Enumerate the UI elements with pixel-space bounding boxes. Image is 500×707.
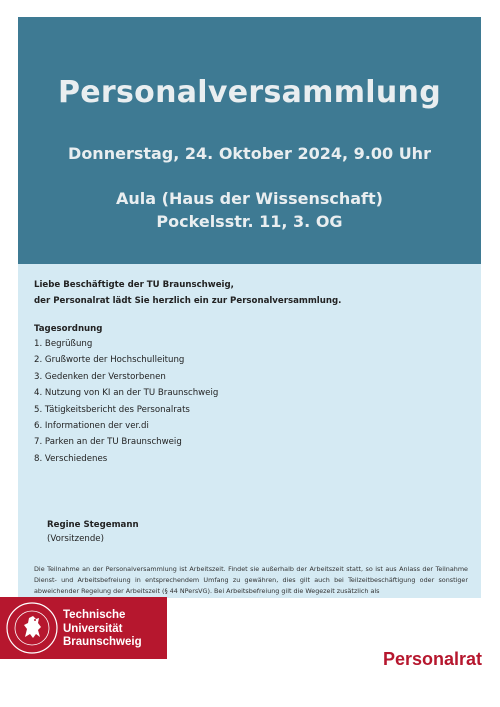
- agenda-item: 7. Parken an der TU Braunschweig: [34, 437, 182, 448]
- university-seal-icon: [5, 601, 59, 655]
- page-title: Personalversammlung: [58, 75, 441, 110]
- agenda-heading: Tagesordnung: [34, 324, 103, 334]
- agenda-item: 5. Tätigkeitsbericht des Personalrats: [34, 404, 190, 415]
- agenda-list: [34, 336, 218, 467]
- greeting-line-2: der Personalrat lädt Sie herzlich ein zur Personalversammlung.: [34, 296, 342, 306]
- location-line-1: Aula (Haus der Wissenschaft): [116, 189, 383, 208]
- greeting: [34, 277, 341, 309]
- logo-line-1: Technische: [63, 609, 126, 621]
- signature-role: (Vorsitzende): [47, 534, 104, 544]
- agenda-item: 8. Verschiedenes: [34, 453, 108, 464]
- agenda-item: 3. Gedenken der Verstorbenen: [34, 371, 166, 382]
- agenda-item: 2. Grußworte der Hochschulleitung: [34, 355, 185, 366]
- event-date: Donnerstag, 24. Oktober 2024, 9.00 Uhr: [68, 144, 431, 163]
- logo-wordmark: [63, 609, 142, 650]
- signature: [47, 518, 139, 546]
- agenda-item: 4. Nutzung von KI an der TU Braunschweig: [34, 388, 219, 399]
- location-line-2: Pockelsstr. 11, 3. OG: [156, 212, 343, 231]
- logo-line-3: Braunschweig: [63, 636, 142, 648]
- event-location: [18, 187, 481, 233]
- greeting-line-1: Liebe Beschäftigte der TU Braunschweig,: [34, 280, 234, 290]
- content-panel: [18, 264, 481, 598]
- tu-braunschweig-logo: [0, 597, 167, 659]
- agenda-item: 1. Begrüßung: [34, 339, 93, 349]
- header-banner: [18, 17, 481, 264]
- personalrat-label: Personalrat: [382, 649, 482, 669]
- signature-name: Regine Stegemann: [47, 520, 139, 530]
- agenda-item: 6. Informationen der ver.di: [34, 420, 149, 431]
- legal-note: Die Teilnahme an der Personalversammlung ist Arbeitszeit. Findet sie außerhalb der Arbeitszeit statt, so ist aus Anlass der Teilnahme Dienst- und Arbeitsbefreiung in entsprechendem Umfang zu gewähren, dies gilt auch bei Teilzeitbeschäftigung oder sonstiger abweichender Regelung der Arbeitszeit (§ 44 NPersVG). Bei Arbeitsbefreiung gilt die Wegezeit zusätzlich als: [34, 565, 468, 595]
- logo-line-2: Universität: [63, 622, 123, 635]
